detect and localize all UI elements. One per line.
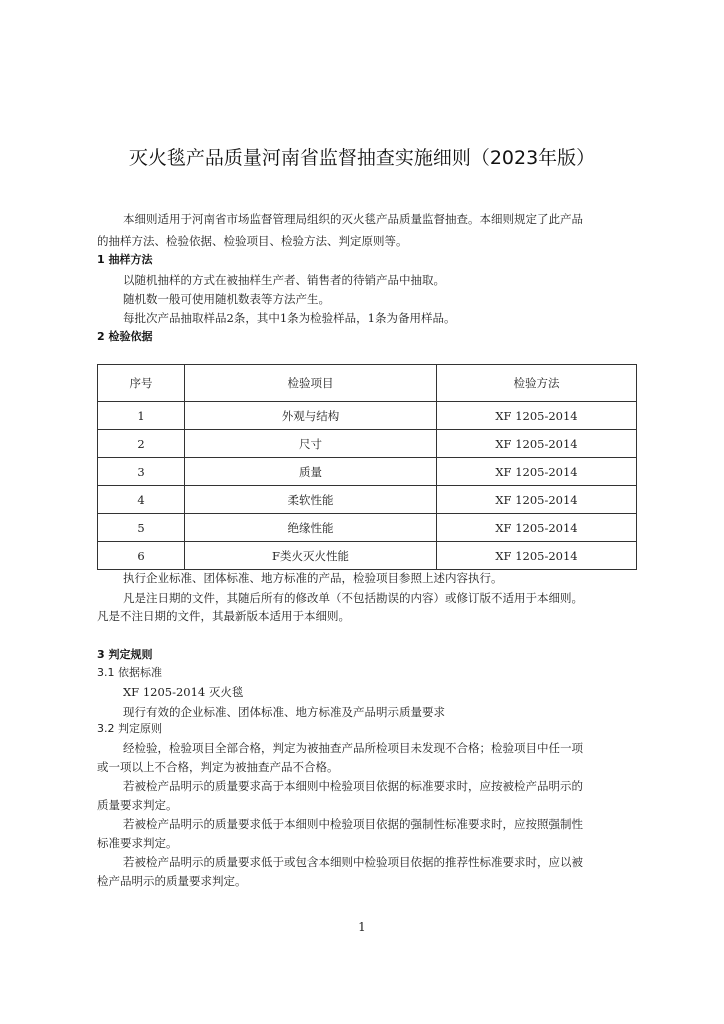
cell-item: 质量 [185,458,437,486]
cell-item: F类火灭火性能 [185,542,437,570]
cell-serial: 2 [98,430,185,458]
cell-serial: 1 [98,402,185,430]
section-2-note-2-line-2: 凡是不注日期的文件，其最新版本适用于本细则。 [97,609,350,623]
section-1-heading: 1 抽样方法 [97,253,153,266]
section-1-line-2: 随机数一般可使用随机数表等方法产生。 [123,292,330,306]
cell-item: 尺寸 [185,430,437,458]
header-method: 检验方法 [437,365,637,402]
cell-method: XF 1205-2014 [437,402,637,430]
cell-method: XF 1205-2014 [437,542,637,570]
cell-method: XF 1205-2014 [437,514,637,542]
cell-method: XF 1205-2014 [437,486,637,514]
rule-p4-line-2: 检产品明示的质量要求判定。 [97,874,247,888]
table-row [98,514,637,542]
section-3-1-line-2: 现行有效的企业标准、团体标准、地方标准及产品明示质量要求 [123,705,445,719]
page-number: 1 [358,920,366,934]
section-2-note-1: 执行企业标准、团体标准、地方标准的产品，检验项目参照上述内容执行。 [123,571,503,585]
header-serial: 序号 [98,365,185,402]
table-row [98,486,637,514]
document-title: 灭火毯产品质量河南省监督抽查实施细则（2023年版） [128,147,596,169]
section-3-1-line-1: XF 1205-2014 灭火毯 [123,685,244,699]
section-3-1-heading: 3.1 依据标准 [97,666,162,679]
table-row [98,458,637,486]
cell-serial: 4 [98,486,185,514]
intro-line-2: 的抽样方法、检验依据、检验项目、检验方法、判定原则等。 [97,234,408,248]
intro-line-1: 本细则适用于河南省市场监督管理局组织的灭火毯产品质量监督抽查。本细则规定了此产品 [123,212,583,226]
rule-p1-line-2: 或一项以上不合格，判定为被抽查产品不合格。 [97,760,339,774]
table-row [98,542,637,570]
rule-p4-line-1: 若被检产品明示的质量要求低于或包含本细则中检验项目依据的推荐性标准要求时，应以被 [123,855,583,869]
section-3-2-heading: 3.2 判定原则 [97,722,162,735]
table-row [98,402,637,430]
cell-item: 外观与结构 [185,402,437,430]
cell-serial: 5 [98,514,185,542]
section-2-note-2-line-1: 凡是注日期的文件，其随后所有的修改单（不包括勘误的内容）或修订版不适用于本细则。 [123,591,583,605]
cell-item: 绝缘性能 [185,514,437,542]
section-1-line-3: 每批次产品抽取样品2条，其中1条为检验样品，1条为备用样品。 [123,311,456,325]
cell-serial: 3 [98,458,185,486]
cell-method: XF 1205-2014 [437,430,637,458]
cell-method: XF 1205-2014 [437,458,637,486]
cell-serial: 6 [98,542,185,570]
rule-p3-line-1: 若被检产品明示的质量要求低于本细则中检验项目依据的强制性标准要求时，应按照强制性 [123,817,583,831]
section-2-heading: 2 检验依据 [97,330,153,343]
section-1-line-1: 以随机抽样的方式在被抽样生产者、销售者的待销产品中抽取。 [123,273,445,287]
table-header-row [98,365,637,402]
rule-p1-line-1: 经检验，检验项目全部合格，判定为被抽查产品所检项目未发现不合格；检验项目中任一项 [123,741,583,755]
table-row [98,430,637,458]
rule-p2-line-1: 若被检产品明示的质量要求高于本细则中检验项目依据的标准要求时，应按被检产品明示的 [123,779,583,793]
cell-item: 柔软性能 [185,486,437,514]
inspection-items-table [97,364,637,570]
rule-p3-line-2: 标准要求判定。 [97,836,178,850]
rule-p2-line-2: 质量要求判定。 [97,798,178,812]
section-3-heading: 3 判定规则 [97,648,153,661]
header-item: 检验项目 [185,365,437,402]
